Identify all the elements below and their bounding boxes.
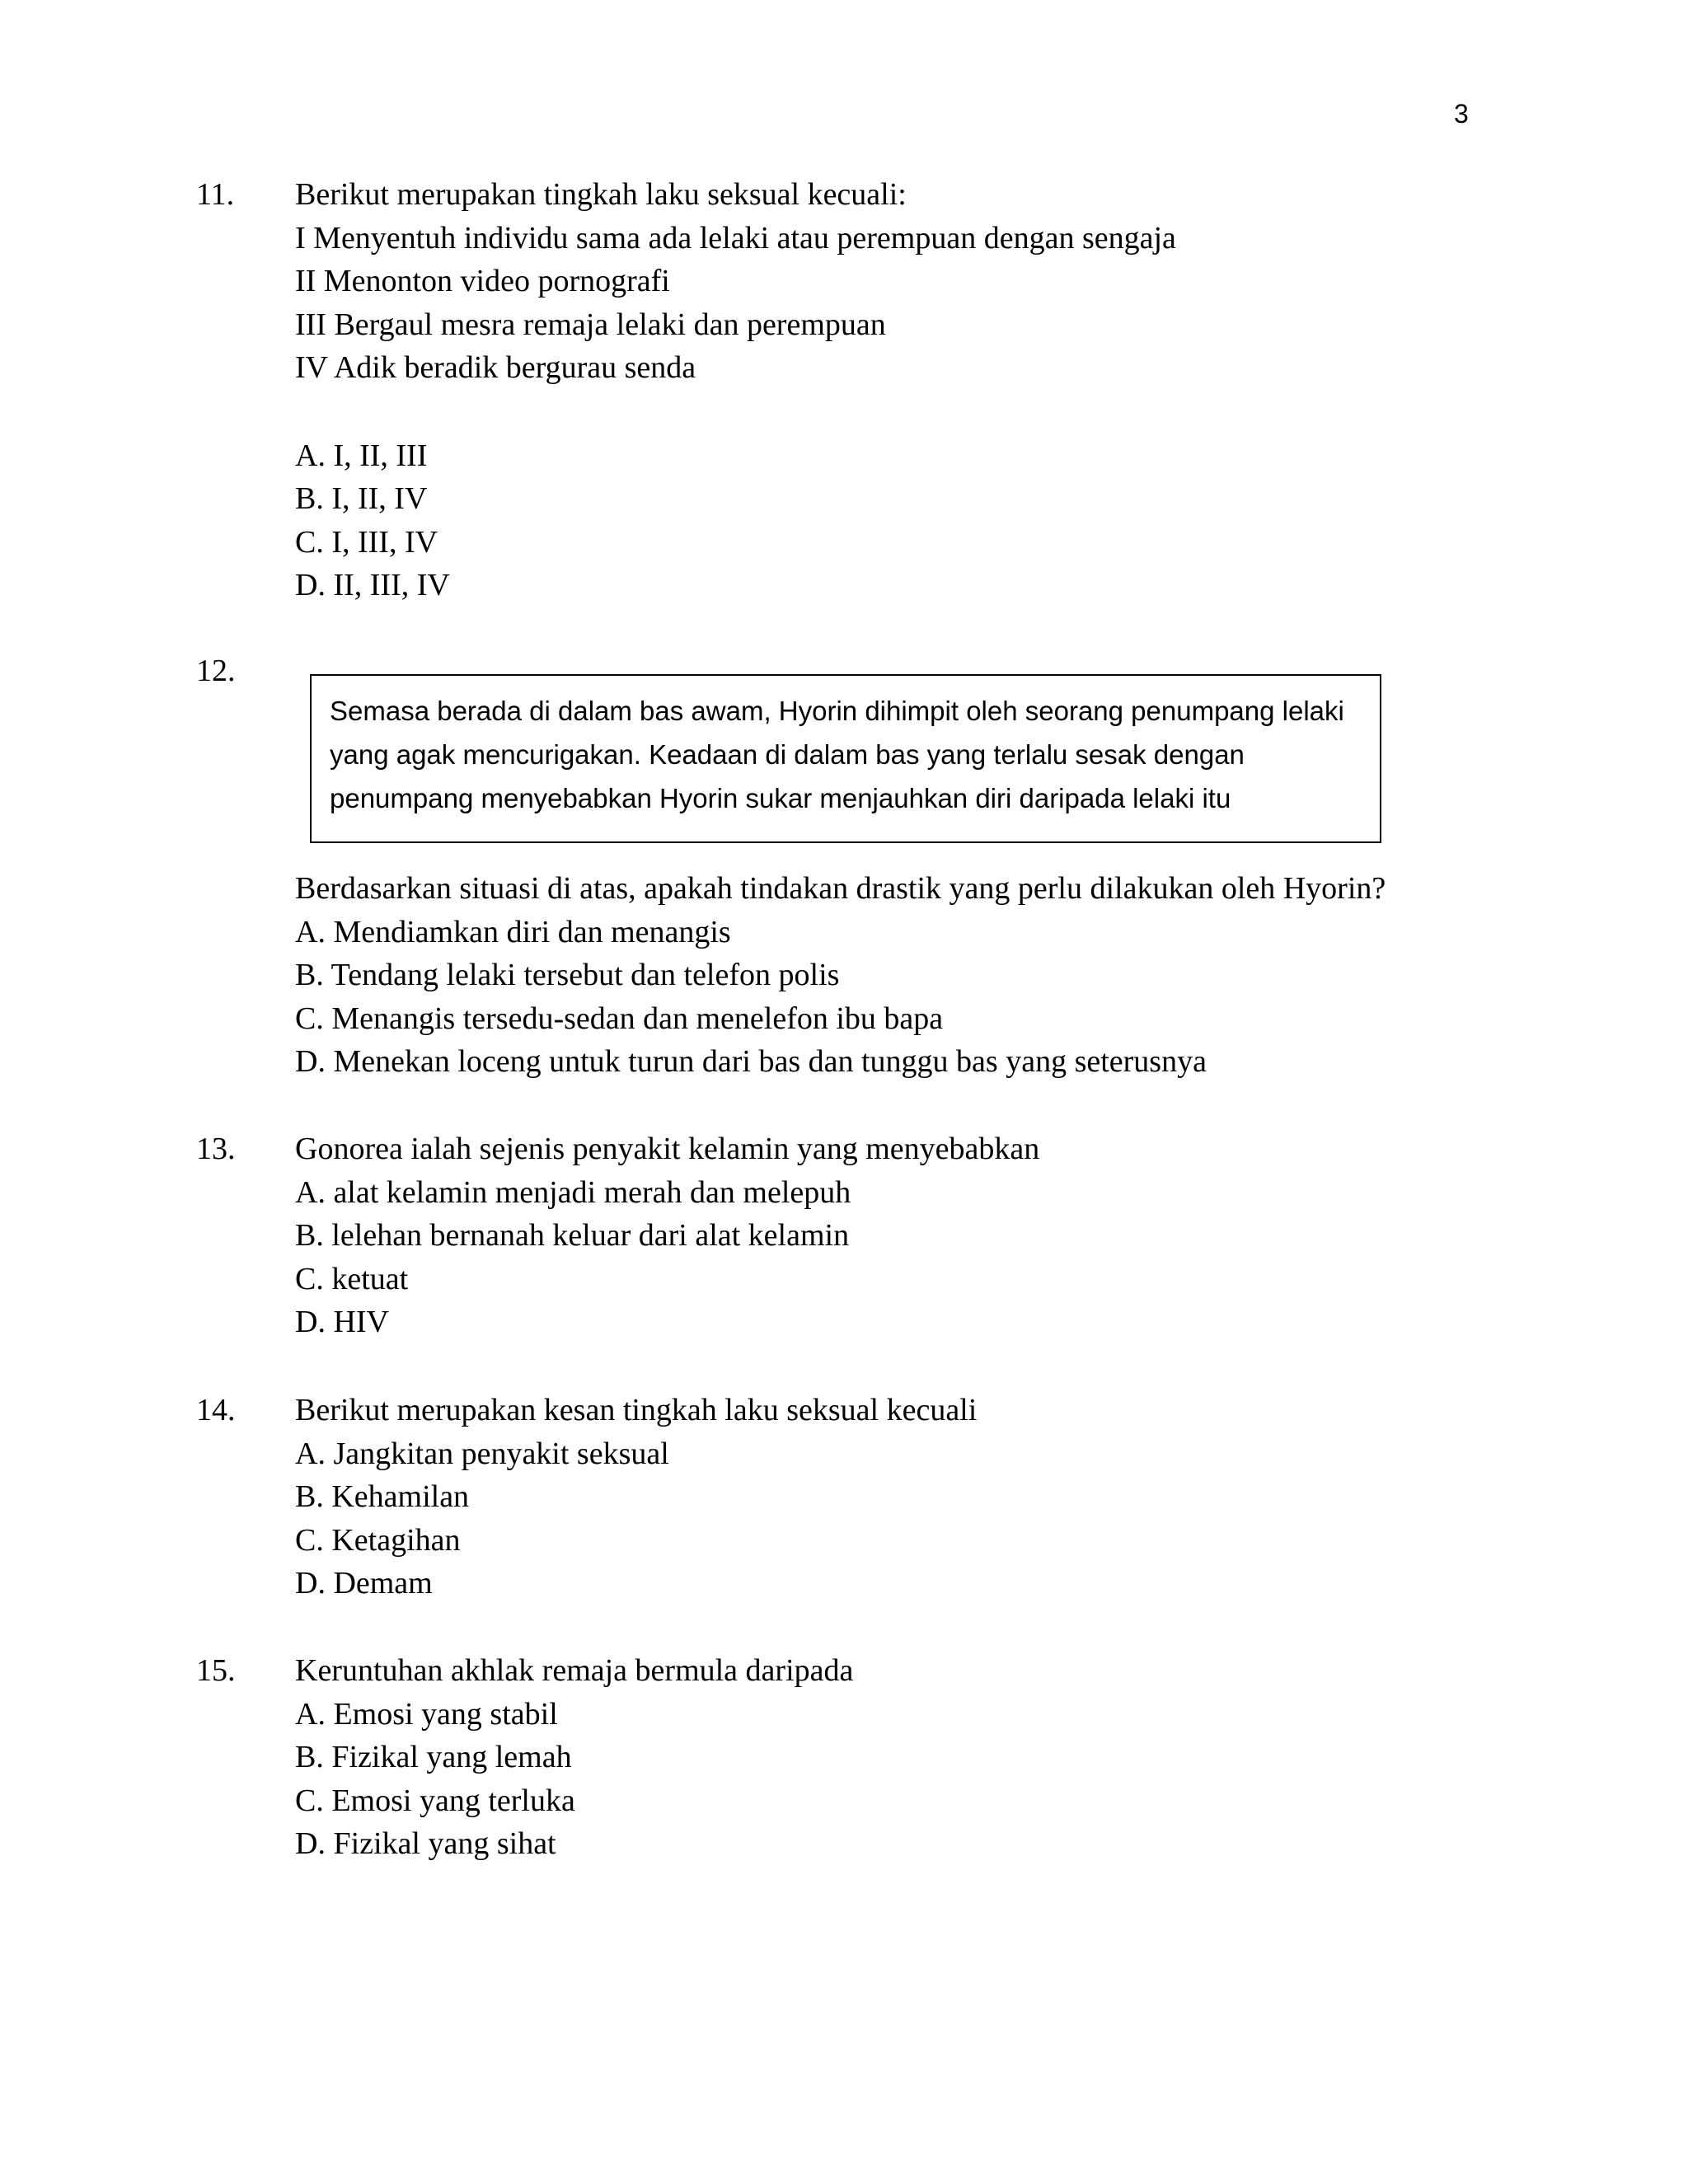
option-c: C. ketuat [295, 1261, 409, 1296]
option-c: C. Menangis tersedu-sedan dan menelefon ibu bapa [295, 1001, 944, 1036]
question-number: 14. [196, 1393, 236, 1427]
scenario-line-3: penumpang menyebabkan Hyorin sukar menjauhkan diri daripada lelaki itu [330, 783, 1231, 813]
option-a: A. Jangkitan penyakit seksual [295, 1436, 669, 1471]
question-stem: Keruntuhan akhlak remaja bermula daripada [295, 1653, 854, 1688]
page-number: 3 [1454, 99, 1469, 129]
question-stem: Berikut merupakan tingkah laku seksual kecuali: [295, 177, 907, 212]
option-a: A. alat kelamin menjadi merah dan melepuh [295, 1174, 851, 1210]
question-body [295, 867, 1449, 1084]
question-number: 15. [196, 1653, 236, 1688]
question-body [295, 1389, 1449, 1605]
option-c: C. I, III, IV [295, 524, 438, 560]
question-body [295, 1649, 1449, 1866]
option-a: A. Mendiamkan diri dan menangis [295, 914, 731, 949]
option-d: D. Fizikal yang sihat [295, 1826, 556, 1861]
option-d: D. HIV [295, 1305, 389, 1339]
statement-1: I Menyentuh individu sama ada lelaki atau perempuan dengan sengaja [295, 220, 1176, 255]
question-body [295, 173, 1449, 607]
question-number: 12. [196, 654, 236, 688]
question-number: 13. [196, 1132, 236, 1166]
statement-2: II Menonton video pornografi [295, 264, 670, 298]
option-b: B. I, II, IV [295, 481, 428, 516]
question-stem: Berdasarkan situasi di atas, apakah tindakan drastik yang perlu dilakukan oleh Hyorin? [295, 871, 1386, 906]
option-d: D. Menekan loceng untuk turun dari bas dan tunggu bas yang seterusnya [295, 1044, 1207, 1079]
question-stem: Gonorea ialah sejenis penyakit kelamin yang menyebabkan [295, 1132, 1040, 1166]
option-b: B. Kehamilan [295, 1479, 470, 1514]
option-b: B. Tendang lelaki tersebut dan telefon polis [295, 958, 840, 992]
question-stem: Berikut merupakan kesan tingkah laku seksual kecuali [295, 1393, 978, 1427]
statement-3: III Bergaul mesra remaja lelaki dan perempuan [295, 307, 886, 342]
question-number: 11. [196, 177, 235, 212]
scenario-box [310, 674, 1381, 843]
option-a: A. Emosi yang stabil [295, 1696, 558, 1732]
option-b: B. Fizikal yang lemah [295, 1740, 572, 1774]
statement-4: IV Adik beradik bergurau senda [295, 350, 696, 385]
option-b: B. lelehan bernanah keluar dari alat kelamin [295, 1218, 850, 1253]
option-c: C. Ketagihan [295, 1522, 461, 1558]
question-body [295, 1127, 1449, 1344]
scenario-line-2: yang agak mencurigakan. Keadaan di dalam bas yang terlalu sesak dengan [330, 739, 1245, 770]
scenario-line-1: Semasa berada di dalam bas awam, Hyorin dihimpit oleh seorang penumpang lelaki [330, 696, 1344, 726]
option-a: A. I, II, III [295, 438, 428, 473]
option-d: D. II, III, IV [295, 568, 450, 602]
option-c: C. Emosi yang terluka [295, 1783, 575, 1818]
option-d: D. Demam [295, 1566, 433, 1601]
